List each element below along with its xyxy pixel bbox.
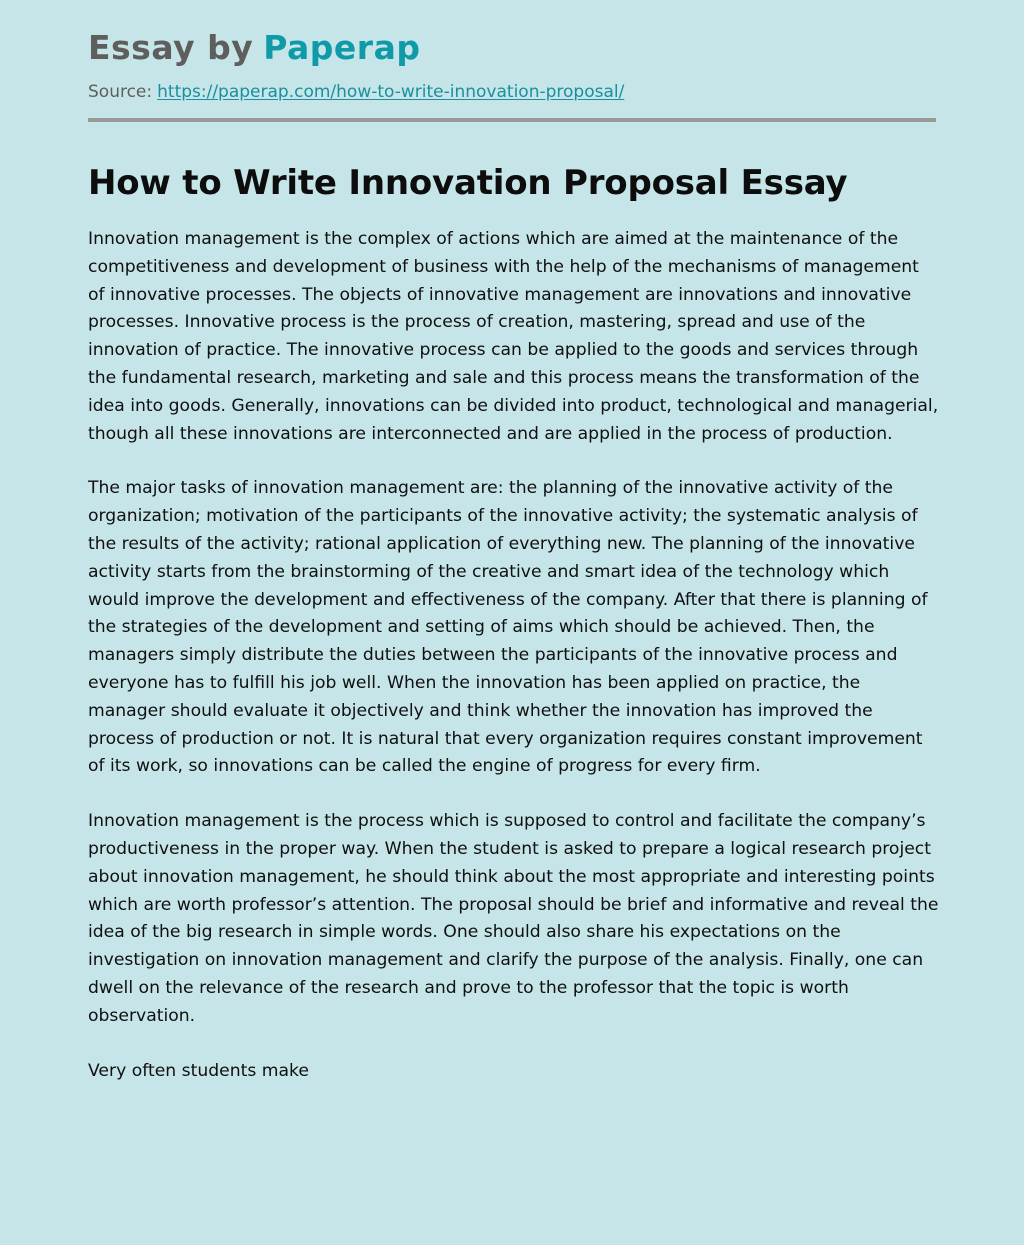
paragraph: The major tasks of innovation management are: the planning of the innovative activity of the organization; motivation of the participants of the innovative activity; the systematic analysis of the results of the activity; rational application of everything new. The planning of the innovative activity starts from the brainstorming of the creative and smart idea of the technology which would improve the development and effectiveness of the company. After that there is planning of the strategies of the development and setting of aims which should be achieved. Then, the managers simply distribute the duties between the participants of the innovative process and everyone has to fulfill his job well. When the innovation has been applied on practice, the manager should evaluate it objectively and think whether the innovation has improved the process of production or not. It is natural that every organization requires constant improvement of its work, so innovations can be called the engine of progress for every firm. [88,478,928,777]
article [0,162,1024,1085]
brand-prefix: Essay by [88,28,254,67]
paragraph: Very often students make [88,1060,309,1081]
source-url-link[interactable]: https://paperap.com/how-to-write-innovation-proposal/ [157,82,625,102]
article-body [88,226,939,1085]
paragraph: Innovation management is the process which is supposed to control and facilitate the company’s productiveness in the proper way. When the student is asked to prepare a logical research project about innovation management, he should think about the most appropriate and interesting points which are worth professor’s attention. The proposal should be brief and informative and reveal the idea of the big research in simple words. One should also share his expectations on the investigation on innovation management and clarify the purpose of the analysis. Finally, one can dwell on the relevance of the research and prove to the professor that the topic is worth observation. [88,811,939,1026]
page-header [0,0,1024,122]
page-title: How to Write Innovation Proposal Essay [88,163,848,203]
brand-name: Paperap [263,28,421,67]
header-divider [88,118,936,122]
brand-title [88,28,936,68]
paragraph: Innovation management is the complex of actions which are aimed at the maintenance of the competitiveness and development of business with the help of the mechanisms of management of innovative processes. The objects of innovative management are innovations and innovative processes. Innovative process is the process of creation, mastering, spread and use of the innovation of practice. The innovative process can be applied to the goods and services through the fundamental research, marketing and sale and this process means the transformation of the idea into goods. Generally, innovations can be divided into product, technological and managerial, though all these innovations are interconnected and are applied in the process of production. [88,229,939,444]
source-label: Source: [88,82,153,102]
source-line [88,81,936,103]
